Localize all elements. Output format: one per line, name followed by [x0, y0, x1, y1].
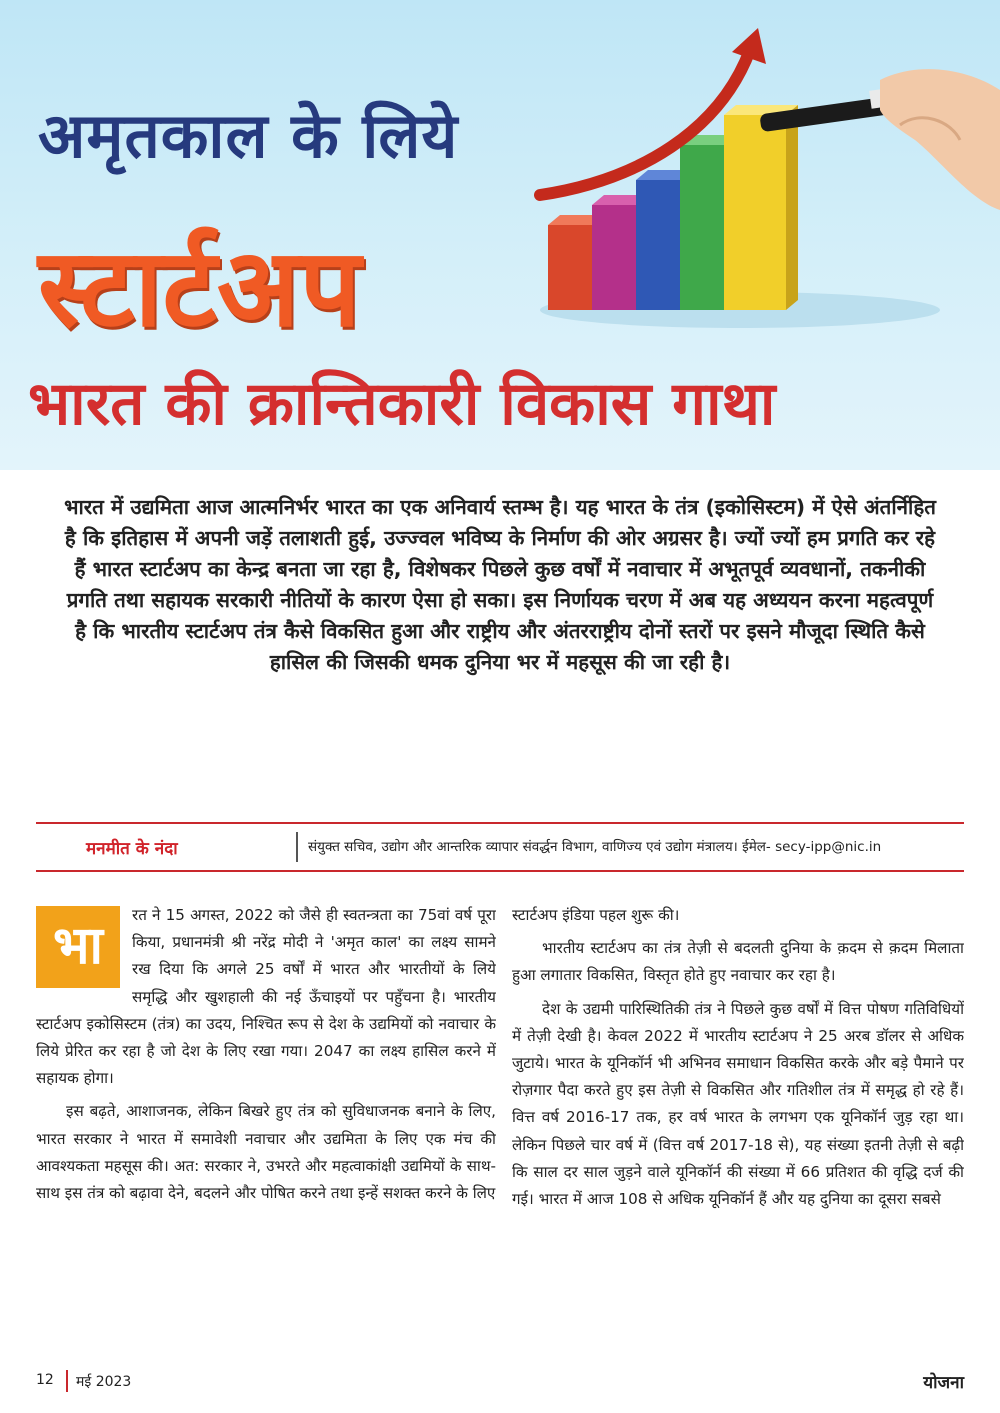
article-column-right [512, 902, 964, 1342]
hero-banner [0, 0, 1000, 470]
bar-yellow [724, 105, 798, 310]
intro-text: भारत में उद्यमिता आज आत्मनिर्भर भारत का एक अनिवार्य स्तम्भ है। यह भारत के तंत्र (इकोसिस्टम) में ऐसे अंतर्निहित है कि इतिहास में अपनी जड़ें तलाशती हुई, उज्ज्वल भविष्य के निर्माण की ओर अग्रसर है। ज्यों ज्यों हम प्रगति कर रहे हैं भारत स्टार्टअप का केन्द्र बनता जा रहा है, विशेषकर पिछले कुछ वर्षों में नवाचार में अभूतपूर्व व्यवधानों, तकनीकी प्रगति तथा सहायक सरकारी नीतियों के कारण ऐसा हो सका। इस निर्णायक चरण में अब यह अध्ययन करना महत्वपूर्ण है कि भारतीय स्टार्टअप तंत्र कैसे विकसित हुआ और राष्ट्रीय और अंतरराष्ट्रीय दोनों स्तरों पर इसने मौजूदा स्थिति कैसे हासिल की जिसकी धमक दुनिया भर में महसूस की जा रही है। [64, 495, 936, 674]
author-name: मनमीत के नंदा [86, 839, 178, 859]
paragraph: इस बढ़ते, आशाजनक, लेकिन बिखरे हुए तंत्र को सुविधाजनक बनाने के लिए, भारत सरकार ने भारत में समावेशी नवाचार और उद्यमिता के लिए एक मंच की आवश्यकता महसूस की। अत: सरकार ने, उभरते और महत्वाकांक्षी उद्यमियों के साथ-साथ इस तंत्र को बढ़ावा देने, बदलने और पोषित करने तथा इन्हें सशक्त करने के लिए [36, 1102, 496, 1203]
headline-line-1: अमृतकाल के लिये [38, 99, 459, 172]
byline-divider [296, 832, 298, 862]
paragraph: रत ने 15 अगस्त, 2022 को जैसे ही स्वतन्त्रता का 75वां वर्ष पूरा किया, प्रधानमंत्री श्री नरेंद्र मोदी ने 'अमृत काल' का लक्ष्य सामने रख दिया कि अगले 25 वर्षों में भारत और भारतीयों के लिये समृद्धि और खुशहाली की नई ऊँचाइयों पर पहुँचना है। भारतीय स्टार्टअप इकोसिस्टम (तंत्र) का उदय, निश्चित रूप से देश के उद्यमियों को नवाचार के लिये प्रेरित कर रहा है जो देश के लिए रखा गया। 2047 का लक्ष्य हासिल करने में सहायक होगा। [36, 906, 496, 1088]
author-designation: संयुक्त सचिव, उद्योग और आन्तरिक व्यापार संवर्द्धन विभाग, वाणिज्य एवं उद्योग मंत्रालय। ईमेल- secy-ipp@nic.in [308, 839, 882, 855]
drop-cap: भा [36, 906, 120, 988]
page-number: 12 [36, 1372, 54, 1388]
headline-subtitle: भारत की क्रान्तिकारी विकास गाथा [28, 369, 776, 439]
issue-date: मई 2023 [76, 1374, 132, 1390]
growth-bar-chart-illustration [520, 10, 1000, 340]
paragraph: भारतीय स्टार्टअप का तंत्र तेज़ी से बदलती दुनिया के क़दम से क़दम मिलाता हुआ लगातार विकसित, विस्तृत होते हुए नवाचार कर रहा है। [512, 939, 964, 985]
intro-standfirst [64, 492, 936, 678]
headline-main-title: स्टार्टअप [38, 226, 361, 351]
footer-divider [66, 1370, 68, 1392]
author-byline [36, 822, 964, 872]
article-column-left [36, 902, 496, 1342]
magazine-name: योजना [923, 1373, 964, 1393]
paragraph: स्टार्टअप इंडिया पहल शुरू की। [512, 906, 680, 924]
paragraph: देश के उद्यमी पारिस्थितिकी तंत्र ने पिछले कुछ वर्षों में वित्त पोषण गतिविधियों में तेज़ी देखी है। केवल 2022 में भारतीय स्टार्टअप ने 25 अरब डॉलर से अधिक जुटाये। भारत के यूनिकॉर्न भी अभिनव समाधान विकसित करके और बड़े पैमाने पर रोज़गार पैदा करते हुए इस तेज़ी से विकसित और गतिशील तंत्र में समृद्ध हो रहे हैं। वित्त वर्ष 2016-17 तक, हर वर्ष भारत के लगभग एक यूनिकॉर्न जुड़ रहा था। लेकिन पिछले चार वर्ष में (वित्त वर्ष 2017-18 से), यह संख्या इतनी तेज़ी से बढ़ी कि साल दर साल जुड़ने वाले यूनिकॉर्न की संख्या में 66 प्रतिशत की वृद्धि दर्ज की गई। भारत में आज 108 से अधिक यूनिकॉर्न हैं और यह दुनिया का दूसरा सबसे [512, 999, 964, 1209]
page-footer [36, 1368, 964, 1398]
